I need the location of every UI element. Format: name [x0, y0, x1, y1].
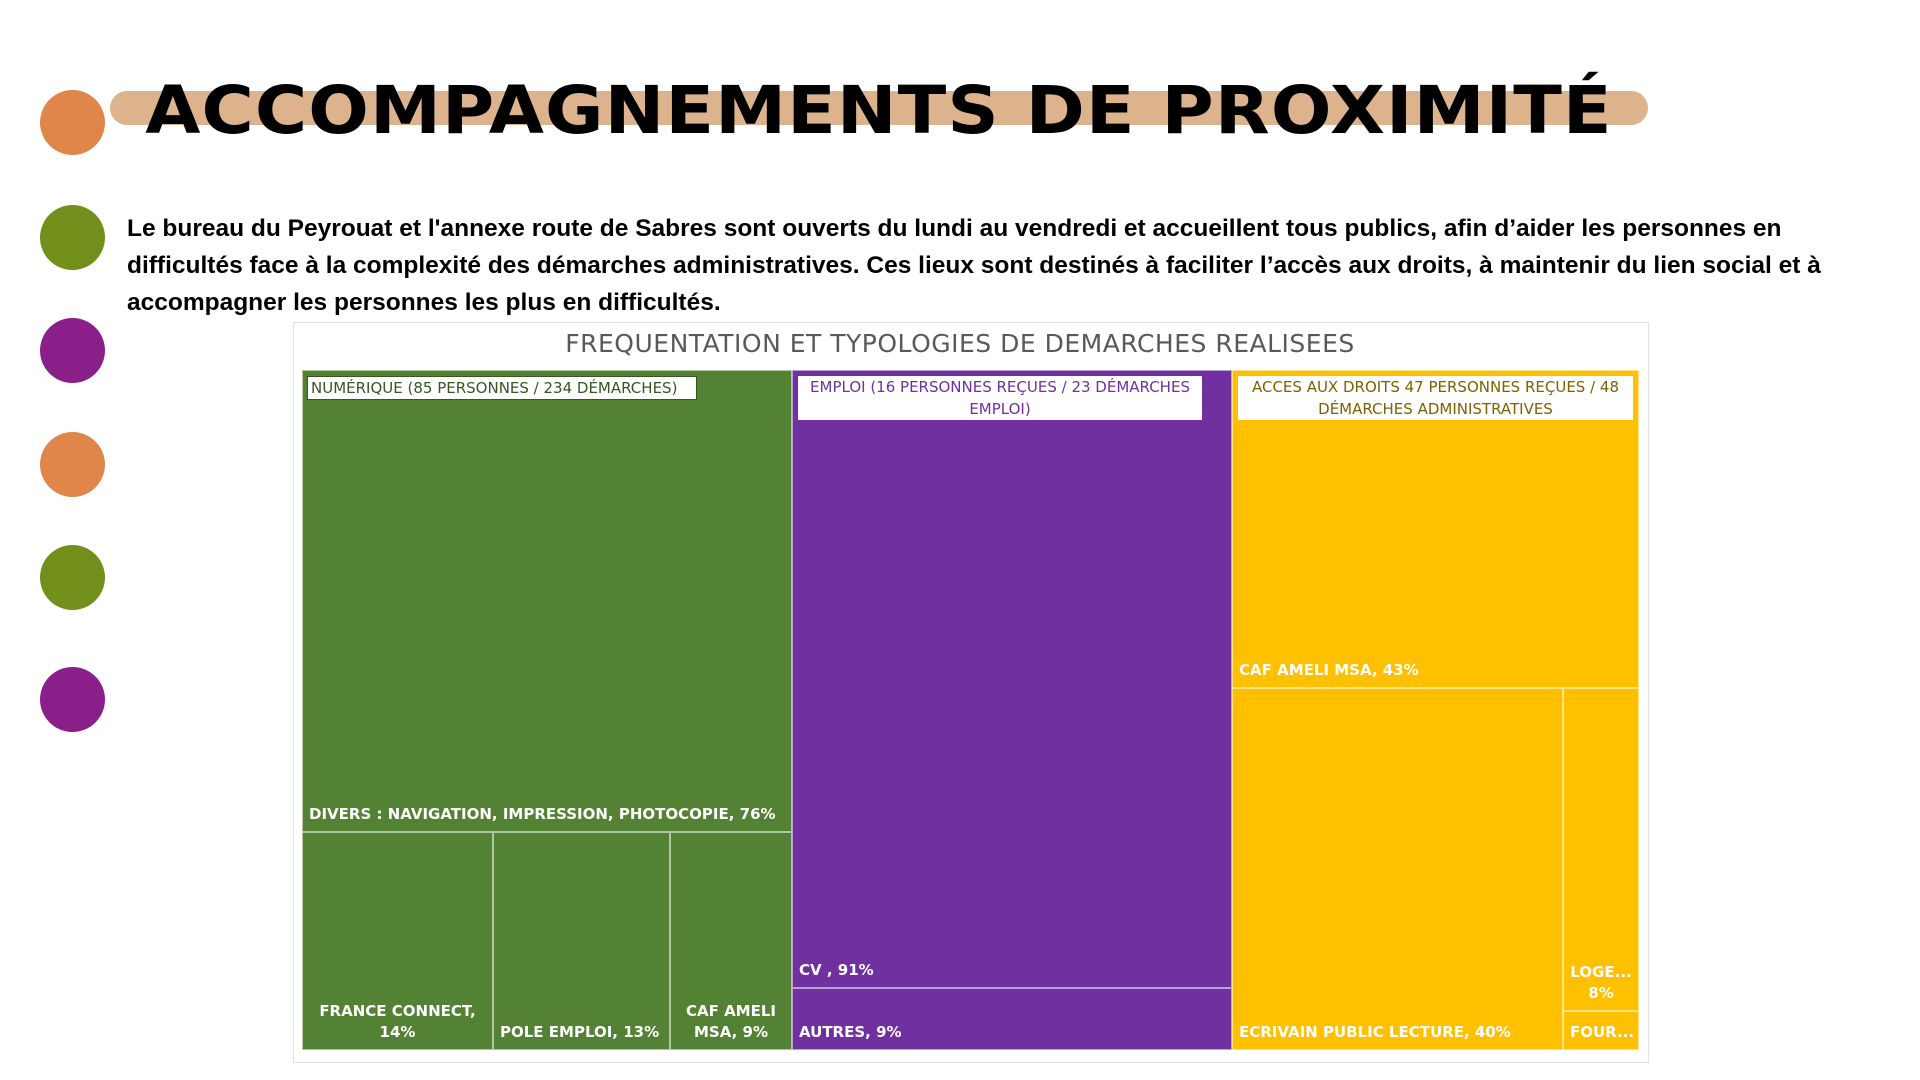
cell-label-pole-emploi: POLE EMPLOI, 13% — [500, 1023, 660, 1041]
cell-label-fourniture: FOUR... — [1570, 1023, 1635, 1041]
treemap-cell-france-connect — [302, 832, 493, 1050]
cell-label-logement — [1570, 962, 1632, 1004]
treemap-cell-caf-ameli-msa-numerique — [670, 832, 792, 1050]
treemap-cell-pole-emploi — [493, 832, 670, 1050]
group-header-numerique: NUMÉRIQUE (85 PERSONNES / 234 DÉMARCHES) — [307, 376, 697, 400]
treemap-cell-ecrivain-public — [1232, 688, 1563, 1050]
treemap-cell-logement — [1563, 688, 1639, 1011]
cell-label-divers: DIVERS : NAVIGATION, IMPRESSION, PHOTOCOPIE, 76% — [309, 805, 776, 823]
cell-label-cv: CV , 91% — [799, 961, 874, 979]
group-header-emploi: EMPLOI (16 PERSONNES REÇUES / 23 DÉMARCHES EMPLOI) — [798, 376, 1202, 420]
intro-paragraph: Le bureau du Peyrouat et l'annexe route de Sabres sont ouverts du lundi au vendredi et accueillent tous publics, afin d’aider les personnes en difficultés face à la complexité des démarches administratives. Ces lieux sont destinés à faciliter l’accès aux droits, à maintenir du lien social et à accompagner les personnes les plus en difficultés. — [127, 215, 1821, 316]
cell-label-autres: AUTRES, 9% — [799, 1023, 902, 1041]
cell-label-ecrivain-public: ECRIVAIN PUBLIC LECTURE, 40% — [1239, 1023, 1511, 1041]
treemap-cell-autres — [792, 988, 1232, 1050]
cell-label-logement-pct: 8% — [1588, 984, 1614, 1002]
treemap-cell-divers — [302, 370, 792, 832]
group-header-acces-aux-droits: ACCES AUX DROITS 47 PERSONNES REÇUES / 48 DÉMARCHES ADMINISTRATIVES — [1238, 376, 1633, 420]
treemap-cell-cv — [792, 370, 1232, 988]
cell-label-caf-ameli-msa-numerique: CAF AMELI MSA, 9% — [685, 1002, 776, 1041]
treemap-cell-fourniture — [1563, 1011, 1639, 1050]
decor-dot-4 — [40, 432, 105, 497]
cell-label-caf-ameli-msa-droits: CAF AMELI MSA, 43% — [1239, 661, 1419, 679]
cell-label-logement-name: LOGE... — [1570, 963, 1632, 981]
decor-dot-5 — [40, 545, 105, 610]
decor-dot-2 — [40, 205, 105, 270]
cell-label-france-connect: FRANCE CONNECT, 14% — [319, 1002, 476, 1041]
decor-dot-6 — [40, 667, 105, 732]
page-title: ACCOMPAGNEMENTS DE PROXIMITÉ — [145, 72, 1613, 149]
chart-title: FREQUENTATION ET TYPOLOGIES DE DEMARCHES REALISEES — [565, 329, 1355, 358]
